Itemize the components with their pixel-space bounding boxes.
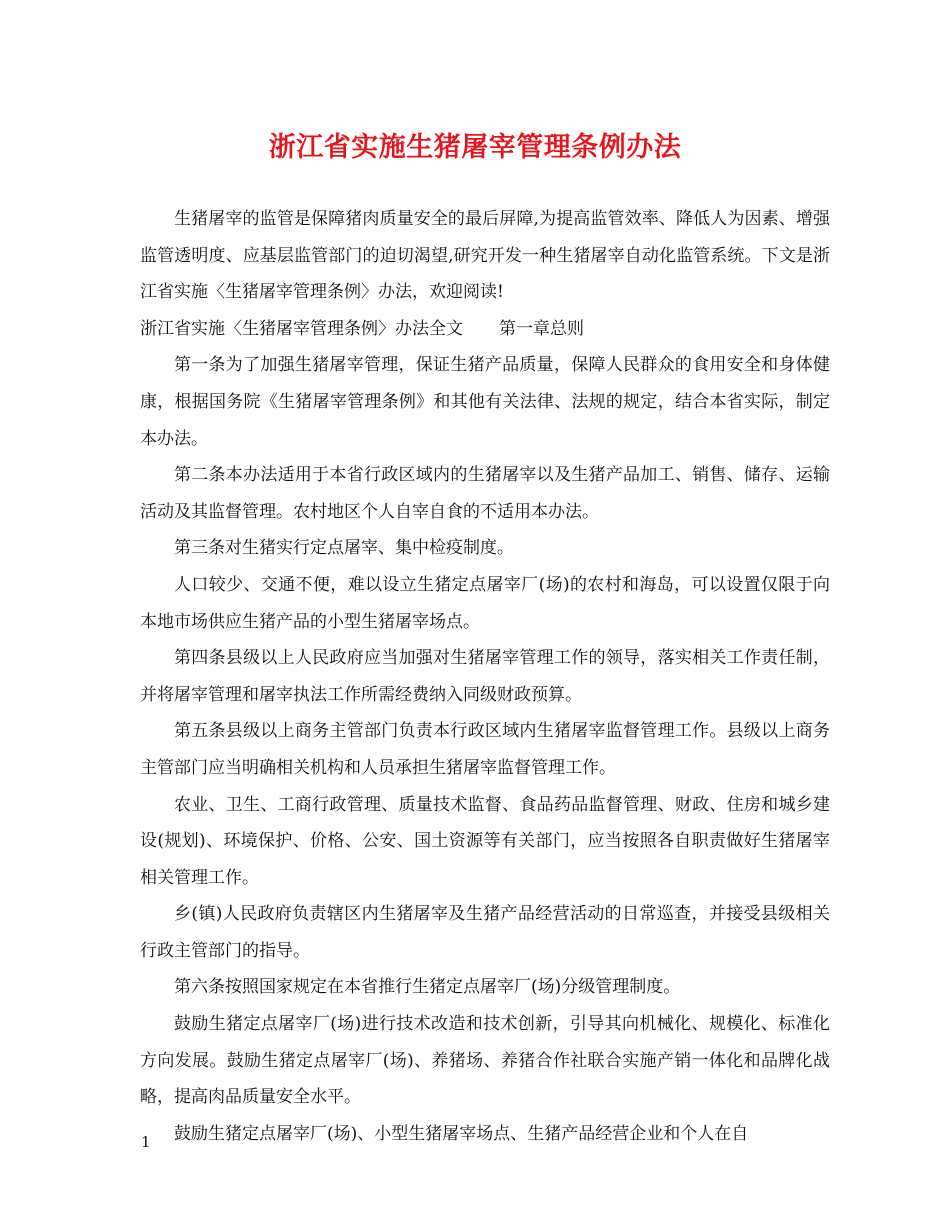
paragraph-article-6-clause-3: 鼓励生猪定点屠宰厂(场)、小型生猪屠宰场点、生猪产品经营企业和个人在自 (174, 1123, 749, 1144)
heading-line (140, 311, 830, 348)
paragraph-article-6: 第六条按照国家规定在本省推行生猪定点屠宰厂(场)分级管理制度。 (174, 977, 681, 998)
paragraph-article-4: 第四条县级以上人民政府应当加强对生猪屠宰管理工作的领导，落实相关工作责任制，并将屠宰管理和屠宰执法工作所需经费纳入同级财政预算。 (140, 648, 830, 705)
paragraph-article-1: 第一条为了加强生猪屠宰管理，保证生猪产品质量，保障人民群众的食用安全和身体健康，根据国务院《生猪屠宰管理条例》和其他有关法律、法规的规定，结合本省实际，制定本办法。 (140, 355, 830, 449)
paragraph-intro: 生猪屠宰的监管是保障猪肉质量安全的最后屏障,为提高监管效率、降低人为因素、增强监管透明度、应基层监管部门的迫切渴望,研究开发一种生猪屠宰自动化监管系统。下文是浙江省实施〈生猪屠宰管理条例〉办法，欢迎阅读! (140, 209, 830, 303)
full-text-heading: 浙江省实施〈生猪屠宰管理条例〉办法全文 (140, 318, 463, 339)
document-body (140, 201, 830, 1152)
document-title: 浙江省实施生猪屠宰管理条例办法 (268, 132, 682, 163)
chapter-heading: 第一章总则 (499, 318, 584, 339)
paragraph-article-2: 第二条本办法适用于本省行政区域内的生猪屠宰以及生猪产品加工、销售、储存、运输活动及其监督管理。农村地区个人自宰自食的不适用本办法。 (140, 465, 830, 522)
paragraph-article-5: 第五条县级以上商务主管部门负责本行政区域内生猪屠宰监督管理工作。县级以上商务主管部门应当明确相关机构和人员承担生猪屠宰监督管理工作。 (140, 721, 830, 778)
paragraph-article-6-clause-2: 鼓励生猪定点屠宰厂(场)进行技术改造和技术创新，引导其向机械化、规模化、标准化方向发展。鼓励生猪定点屠宰厂(场)、养猪场、养猪合作社联合实施产销一体化和品牌化战略，提高肉品质量安全水平。 (140, 1014, 830, 1108)
paragraph-article-3: 第三条对生猪实行定点屠宰、集中检疫制度。 (174, 538, 514, 559)
paragraph-article-3-clause: 人口较少、交通不便，难以设立生猪定点屠宰厂(场)的农村和海岛，可以设置仅限于向本地市场供应生猪产品的小型生猪屠宰场点。 (140, 574, 830, 632)
paragraph-article-5-clause-2: 农业、卫生、工商行政管理、质量技术监督、食品药品监督管理、财政、住房和城乡建设(规划)、环境保护、价格、公安、国土资源等有关部门，应当按照各自职责做好生猪屠宰相关管理工作。 (140, 794, 830, 888)
paragraph-article-5-clause-3: 乡(镇)人民政府负责辖区内生猪屠宰及生猪产品经营活动的日常巡查，并接受县级相关行政主管部门的指导。 (140, 904, 830, 961)
page-number: 1 (141, 1133, 151, 1151)
